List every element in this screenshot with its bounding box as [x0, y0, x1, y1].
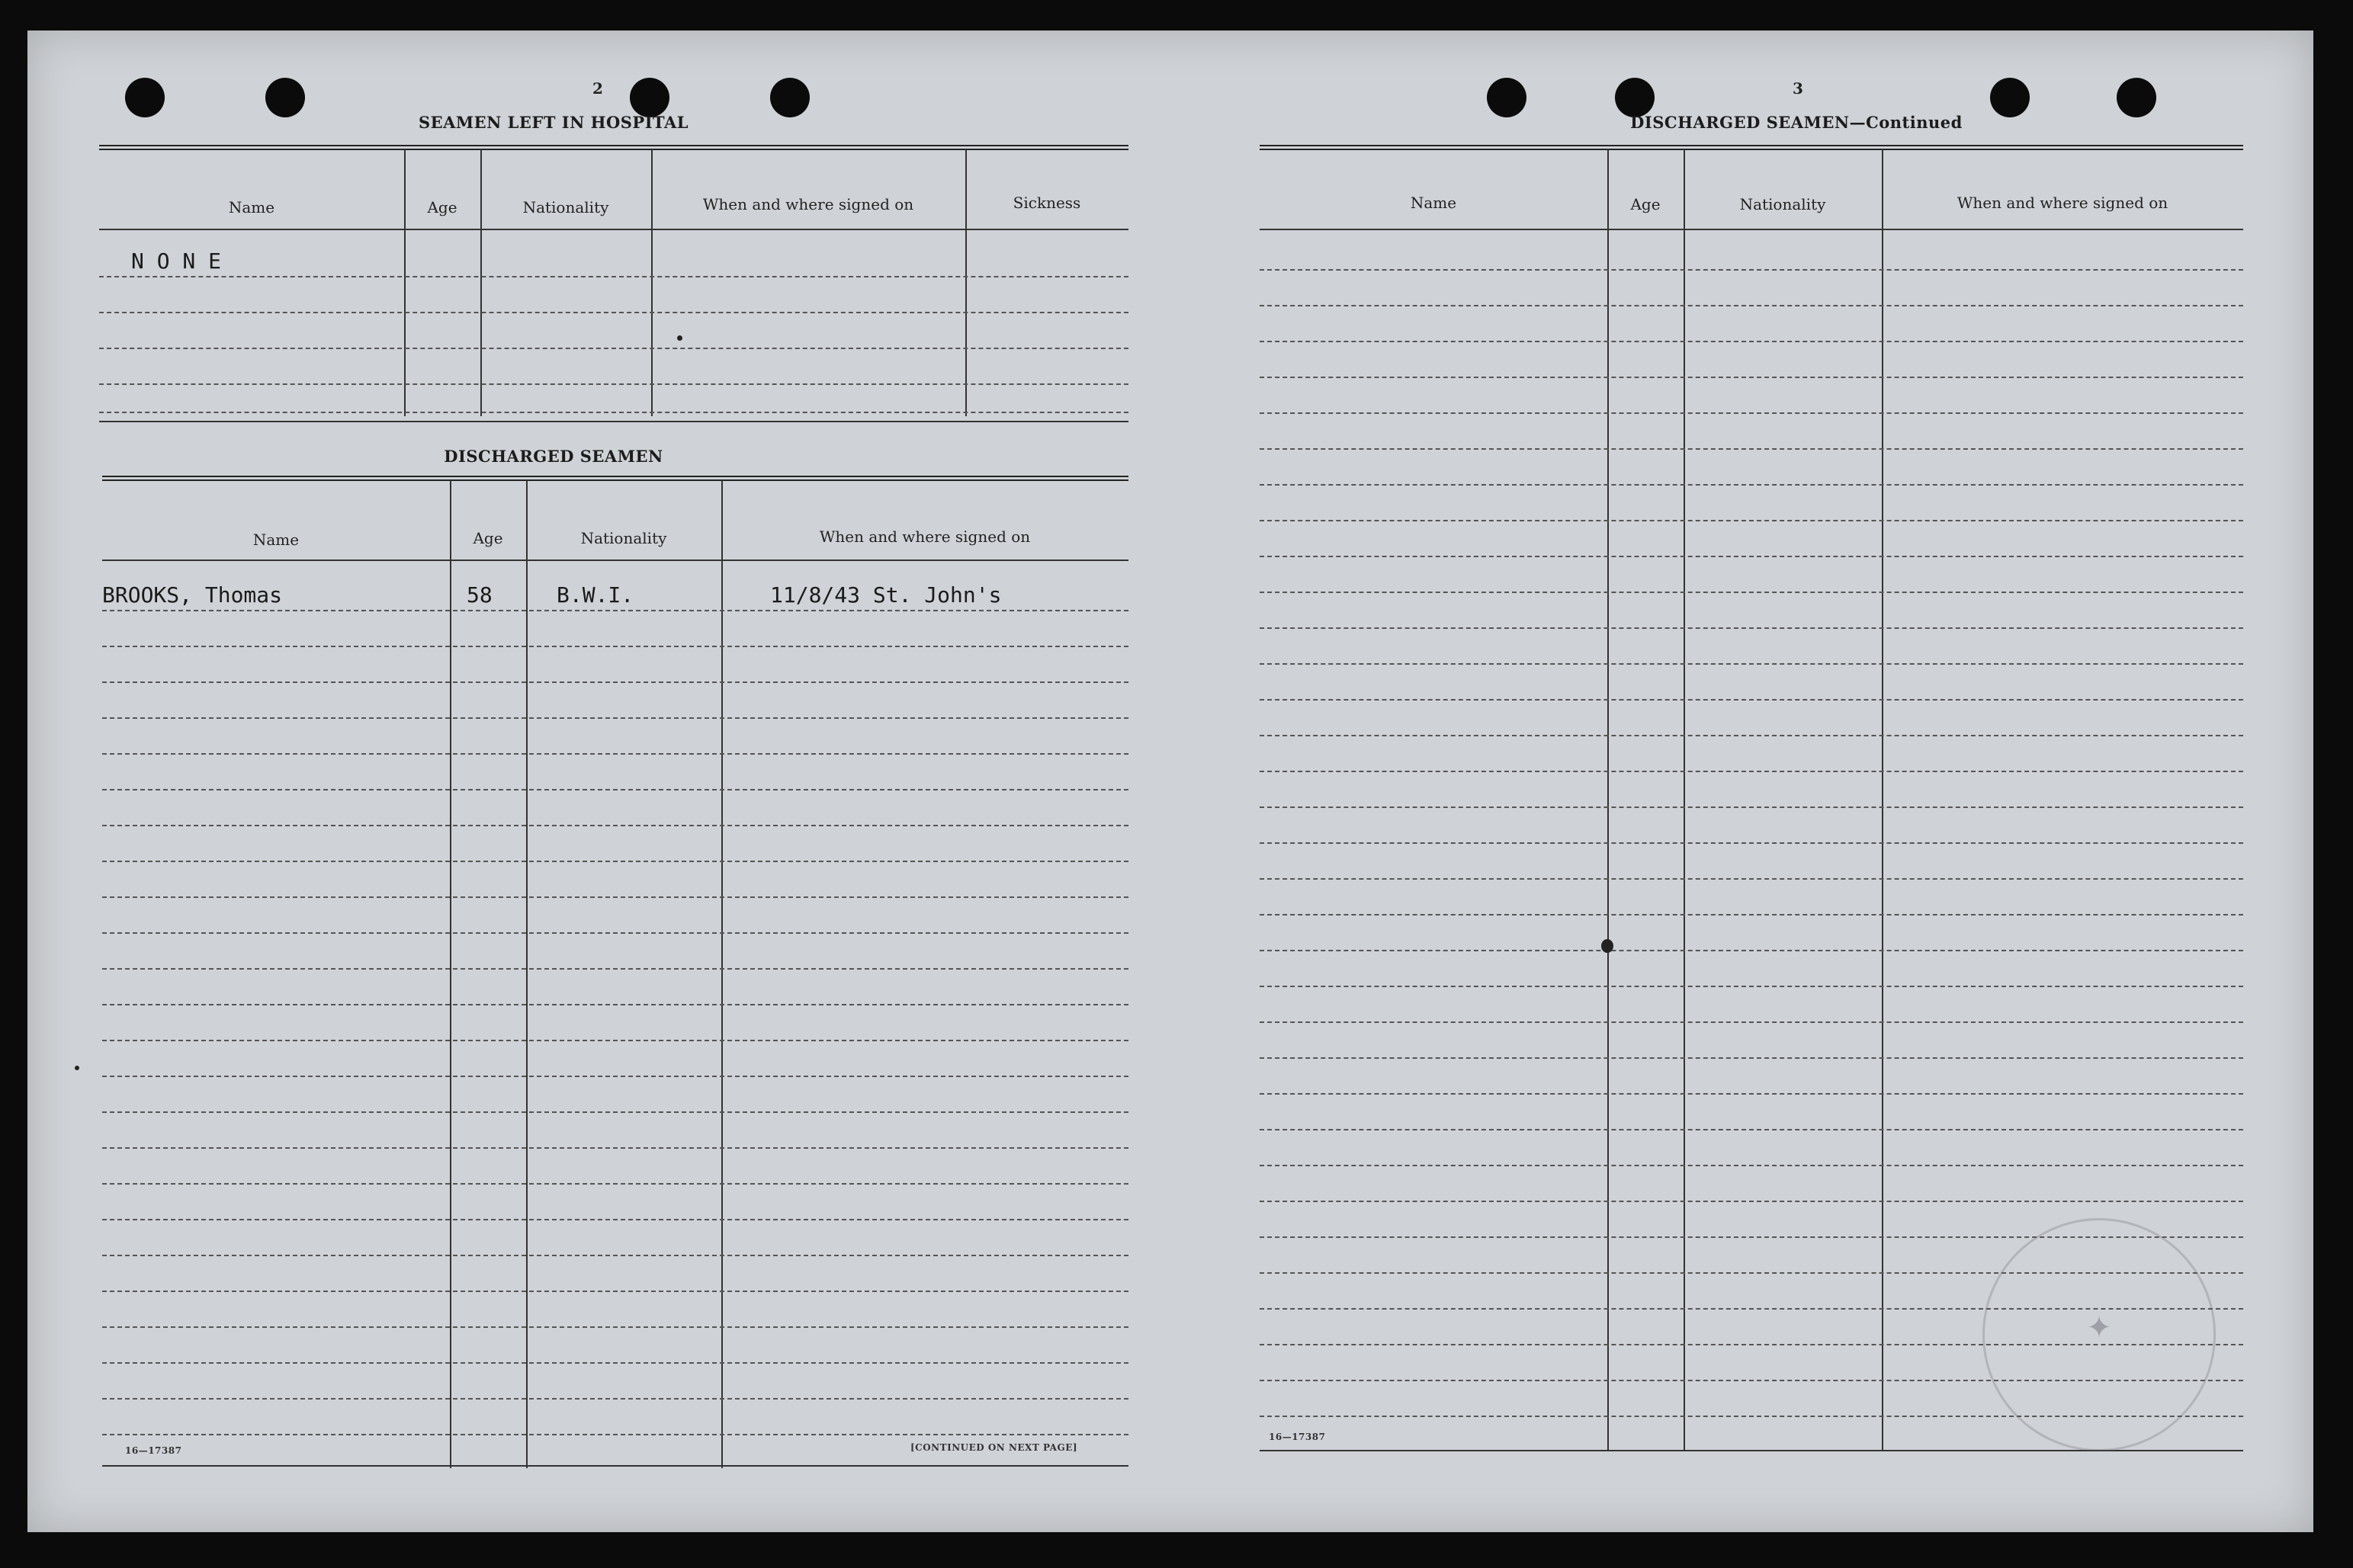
form-code: 16—17387 — [125, 1445, 182, 1456]
page-number: 2 — [592, 79, 603, 98]
table-row — [1260, 627, 2243, 629]
header-rule — [99, 229, 1128, 230]
table-row — [102, 1398, 1128, 1400]
table-row — [102, 825, 1128, 826]
column-divider — [1882, 149, 1883, 1451]
table-row — [1260, 735, 2243, 736]
column-header-nationality: Nationality — [1739, 195, 1826, 213]
table-row — [99, 348, 1128, 349]
header-rule — [1260, 229, 2243, 230]
column-divider — [526, 480, 528, 1468]
discharged-continued-title — [1583, 113, 2010, 132]
table-row — [1260, 592, 2243, 593]
column-divider — [1684, 149, 1685, 1451]
table-row — [1260, 914, 2243, 915]
form-code: 16—17387 — [1269, 1432, 1326, 1442]
table-row — [1260, 842, 2243, 844]
table-top-rule — [102, 476, 1128, 481]
table-row — [1260, 1201, 2243, 1202]
table-row — [102, 1076, 1128, 1077]
table-row — [1260, 699, 2243, 701]
column-header-age: Age — [473, 529, 503, 547]
right-page — [1171, 30, 2313, 1532]
table-row — [102, 932, 1128, 934]
column-divider — [480, 149, 482, 416]
table-row — [1260, 269, 2243, 271]
table-row — [1260, 1057, 2243, 1059]
table-top-rule — [99, 145, 1128, 150]
column-header-sickness: Sickness — [1013, 194, 1081, 212]
table-row — [102, 1111, 1128, 1113]
seaman-name: BROOKS, Thomas — [102, 582, 283, 608]
table-row — [1260, 1129, 2243, 1130]
table-row — [102, 753, 1128, 755]
column-header-signed-on: When and where signed on — [1957, 194, 2168, 212]
table-row — [102, 1219, 1128, 1220]
table-row — [99, 412, 1128, 413]
column-header-age: Age — [1630, 195, 1661, 213]
table-row — [102, 861, 1128, 862]
table-row — [102, 789, 1128, 790]
table-row — [1260, 771, 2243, 772]
table-row — [1260, 878, 2243, 880]
hospital-table — [99, 145, 1128, 457]
title-main: DISCHARGED SEAMEN — [1630, 113, 1850, 132]
table-row — [99, 383, 1128, 385]
table-row — [102, 1362, 1128, 1364]
column-header-signed-on: When and where signed on — [702, 195, 914, 213]
table-bottom-rule — [102, 1465, 1128, 1467]
table-row — [102, 896, 1128, 898]
ink-speck — [1601, 939, 1613, 953]
table-row — [1260, 1165, 2243, 1166]
table-row — [1260, 305, 2243, 306]
table-row — [102, 717, 1128, 719]
left-page — [27, 30, 1171, 1532]
table-row — [1260, 341, 2243, 342]
table-row — [102, 1183, 1128, 1185]
seaman-nationality: B.W.I. — [557, 582, 634, 608]
column-header-signed-on: When and where signed on — [819, 527, 1031, 546]
table-row — [102, 968, 1128, 970]
column-divider — [1607, 149, 1609, 1451]
table-row — [102, 646, 1128, 647]
title-suffix: —Continued — [1849, 113, 1963, 132]
table-row — [1260, 806, 2243, 808]
table-row — [1260, 484, 2243, 486]
stamp-glyph: ✦ — [2086, 1310, 2112, 1345]
column-header-name: Name — [228, 198, 275, 216]
document-sheet — [27, 30, 2313, 1532]
hospital-entry: N O N E — [131, 249, 222, 274]
column-header-age: Age — [427, 198, 457, 216]
seaman-signed-on: 11/8/43 St. John's — [770, 582, 1002, 608]
table-row — [102, 1291, 1128, 1292]
table-row — [99, 276, 1128, 277]
column-header-nationality: Nationality — [522, 198, 609, 216]
hospital-section-title: SEAMEN LEFT IN HOSPITAL — [418, 113, 689, 132]
column-divider — [651, 149, 653, 416]
table-row — [1260, 950, 2243, 951]
table-row — [1260, 1021, 2243, 1023]
seaman-age: 58 — [467, 582, 493, 608]
table-row — [1260, 1093, 2243, 1095]
header-rule — [102, 560, 1128, 561]
table-row — [1260, 412, 2243, 414]
table-row — [1260, 663, 2243, 665]
column-header-name: Name — [1410, 194, 1457, 212]
table-row — [102, 1255, 1128, 1256]
discharged-section-title: DISCHARGED SEAMEN — [444, 447, 663, 466]
ink-speck — [75, 1066, 79, 1070]
table-row — [1260, 556, 2243, 557]
table-row — [102, 681, 1128, 683]
table-row — [102, 610, 1128, 611]
table-top-rule — [1260, 145, 2243, 150]
ink-speck — [677, 335, 682, 341]
table-row — [1260, 520, 2243, 521]
column-divider — [450, 480, 451, 1468]
table-row — [1260, 448, 2243, 450]
page-number: 3 — [1793, 79, 1803, 98]
table-row — [1260, 986, 2243, 987]
table-bottom-rule — [99, 421, 1128, 422]
table-row — [102, 1147, 1128, 1149]
table-row — [102, 1040, 1128, 1041]
column-divider — [721, 480, 723, 1468]
table-row — [102, 1326, 1128, 1328]
table-row — [99, 312, 1128, 313]
column-divider — [404, 149, 406, 416]
continued-note: [CONTINUED ON NEXT PAGE] — [910, 1442, 1078, 1453]
table-row — [1260, 377, 2243, 378]
column-header-nationality: Nationality — [580, 529, 667, 547]
faded-stamp — [1982, 1218, 2216, 1451]
table-row — [102, 1434, 1128, 1435]
column-header-name: Name — [252, 531, 300, 549]
table-row — [102, 1004, 1128, 1005]
discharged-table — [102, 476, 1128, 1467]
column-divider — [965, 149, 967, 416]
